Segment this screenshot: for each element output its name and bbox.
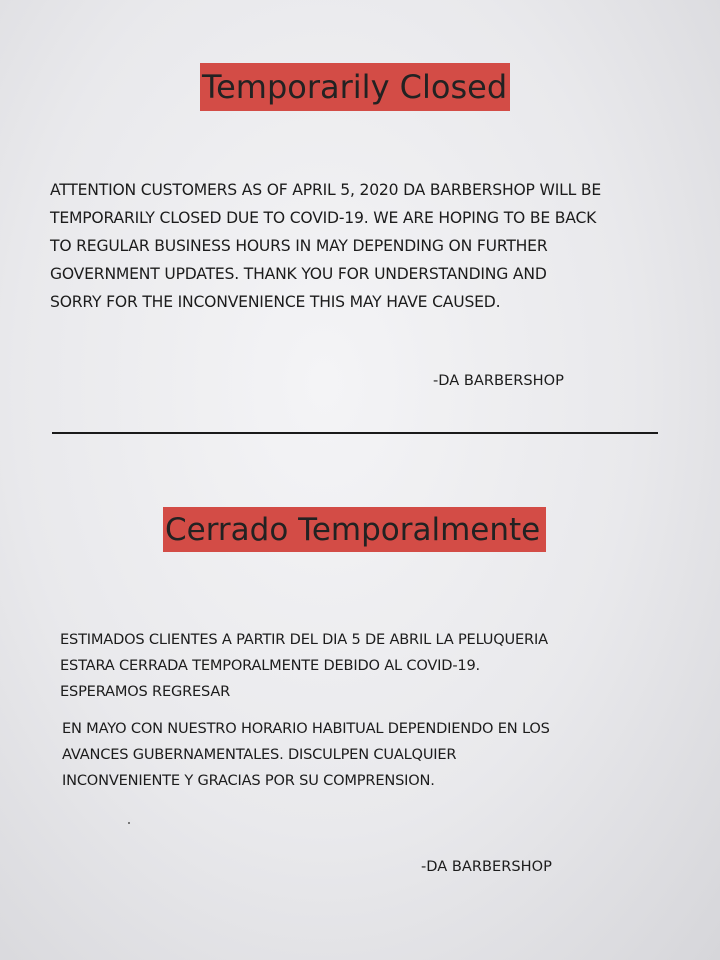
english-line: TO REGULAR BUSINESS HOURS IN MAY DEPENDING ON FURTHER: [50, 237, 548, 255]
spanish-notice-paragraph-1: [60, 627, 660, 705]
spanish-line: ESTIMADOS CLIENTES A PARTIR DEL DIA 5 DE ABRIL LA PELUQUERIA: [60, 631, 548, 648]
english-line: ATTENTION CUSTOMERS AS OF APRIL 5, 2020 DA BARBERSHOP WILL BE: [50, 181, 602, 199]
spanish-line: AVANCES GUBERNAMENTALES. DISCULPEN CUALQUIER: [62, 746, 457, 763]
paper-speck: [128, 822, 130, 824]
spanish-line: EN MAYO CON NUESTRO HORARIO HABITUAL DEPENDIENDO EN LOS: [62, 720, 550, 737]
english-line: SORRY FOR THE INCONVENIENCE THIS MAY HAVE CAUSED.: [50, 293, 501, 311]
english-heading: Temporarily Closed: [200, 63, 510, 111]
english-line: GOVERNMENT UPDATES. THANK YOU FOR UNDERSTANDING AND: [50, 265, 547, 283]
spanish-line: ESPERAMOS REGRESAR: [60, 683, 231, 700]
spanish-heading: Cerrado Temporalmente: [163, 507, 546, 552]
spanish-signature: -DA BARBERSHOP: [421, 858, 552, 875]
english-line: TEMPORARILY CLOSED DUE TO COVID-19. WE ARE HOPING TO BE BACK: [50, 209, 597, 227]
english-notice-text: [50, 176, 670, 316]
spanish-notice-paragraph-2: [62, 716, 662, 794]
spanish-line: ESTARA CERRADA TEMPORALMENTE DEBIDO AL COVID-19.: [60, 657, 480, 674]
spanish-line: INCONVENIENTE Y GRACIAS POR SU COMPRENSION.: [62, 772, 435, 789]
english-signature: -DA BARBERSHOP: [433, 372, 564, 389]
section-divider: [52, 432, 658, 434]
